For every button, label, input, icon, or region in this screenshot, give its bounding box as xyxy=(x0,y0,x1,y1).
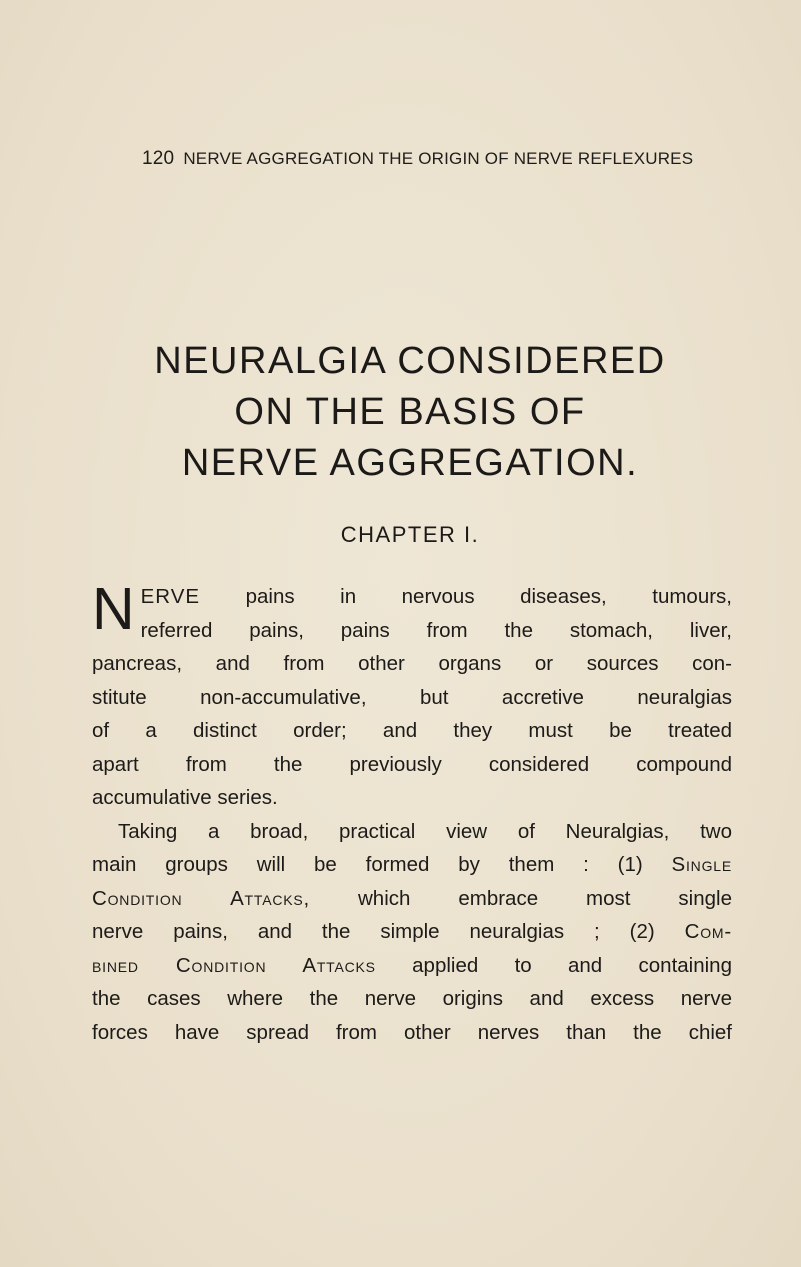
first-word-rest: ERVE xyxy=(140,585,201,608)
single-small-caps: Single xyxy=(671,853,732,876)
paragraph-1-line-2: referred pains, pains from the stomach, liver, xyxy=(140,618,732,642)
paragraph-1-line-3: pancreas, and from other organs or sources con- xyxy=(92,652,732,675)
line-5-text: applied to and containing xyxy=(375,953,732,977)
title-line-2: ON THE BASIS OF xyxy=(234,391,586,433)
paragraph-1-line-7: accumulative series. xyxy=(92,786,278,809)
com-small-caps: Com- xyxy=(684,920,732,943)
paragraph-1-line-1 xyxy=(92,580,732,614)
paragraph-2-line-2 xyxy=(92,848,732,882)
line-4-text: nerve pains, and the simple neuralgias ; (2) xyxy=(92,920,685,943)
chapter-heading: CHAPTER I. xyxy=(340,522,480,547)
running-head-title: NERVE AGGREGATION THE ORIGIN OF NERVE REFLEXURES xyxy=(183,149,694,168)
paragraph-2-line-3 xyxy=(92,882,732,916)
paragraph-2-line-5 xyxy=(92,949,732,983)
paragraph-2-line-6: the cases where the nerve origins and excess nerve xyxy=(92,987,732,1010)
condition-attacks-small-caps: Condition Attacks, xyxy=(92,886,311,910)
line-2-text: main groups will be formed by them : (1) xyxy=(92,853,672,876)
drop-cap: N xyxy=(92,576,135,642)
body-text xyxy=(92,576,732,1049)
paragraph-2-line-7: forces have spread from other nerves than the chief xyxy=(92,1020,732,1044)
paragraph-2 xyxy=(92,815,732,1050)
line-3-text: which embrace most single xyxy=(310,886,732,910)
bined-condition-attacks-small-caps: bined Condition Attacks xyxy=(92,953,376,977)
running-head xyxy=(142,148,772,170)
paragraph-1-line-5: of a distinct order; and they must be treated xyxy=(92,719,732,742)
paragraph-1-line-4: stitute non-accumulative, but accretive neuralgias xyxy=(92,685,732,709)
section-title xyxy=(80,336,740,489)
paragraph-2-line-4 xyxy=(92,915,732,949)
page-number: 120 xyxy=(142,148,175,169)
line-1-rest: pains in nervous diseases, tumours, xyxy=(200,585,732,608)
paragraph-2-line-1: Taking a broad, practical view of Neuralgias, two xyxy=(118,819,732,843)
title-line-3: NERVE AGGREGATION. xyxy=(181,442,639,484)
paragraph-1-line-6: apart from the previously considered compound xyxy=(92,752,732,776)
paragraph-1 xyxy=(92,576,732,815)
title-line-1: NEURALGIA CONSIDERED xyxy=(154,340,666,382)
